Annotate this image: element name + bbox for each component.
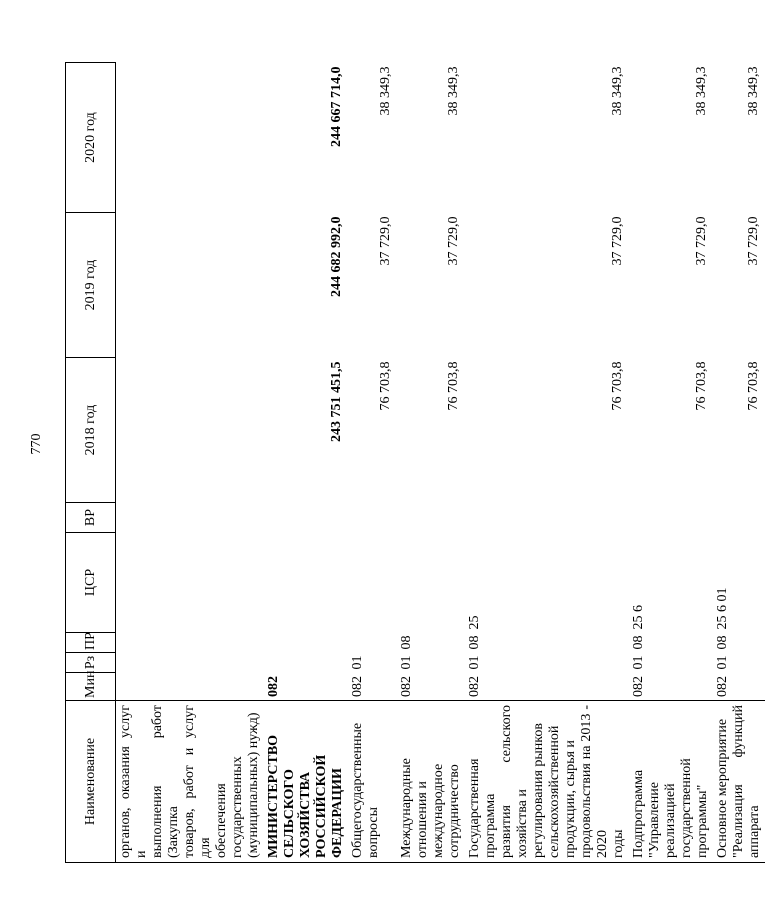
row-name-line: Международные отношения и: [399, 758, 430, 858]
cell-y2020: [116, 63, 265, 213]
row-name-cell: [264, 701, 348, 863]
cell-rz: 01: [631, 655, 646, 670]
cell-y2020: 244 667 714,0: [329, 66, 344, 147]
row-name-line: вопросы: [366, 807, 381, 858]
row-name-cell: [397, 701, 465, 863]
header-csr: ЦСР: [66, 533, 116, 633]
row-name-line: Государственная программа: [467, 758, 498, 858]
table-body: [116, 63, 765, 863]
row-name-line: продовольствия на 2013 - 2020: [579, 705, 610, 858]
cell-vr: [713, 503, 765, 533]
cell-csr: [397, 533, 465, 633]
cell-vr: [348, 503, 397, 533]
cell-vr: [465, 503, 629, 533]
cell-vr: [397, 503, 465, 533]
cell-y2019: 37 729,0: [746, 216, 761, 266]
cell-min: [116, 673, 265, 701]
cell-csr: [348, 533, 397, 633]
header-2020: 2020 год: [66, 63, 116, 213]
row-name-line: Основное мероприятие: [715, 718, 730, 858]
cell-y2019: 37 729,0: [446, 216, 461, 266]
row-name-line: "Реализация функций аппарата: [731, 705, 762, 858]
cell-y2018: 243 751 451,5: [329, 361, 344, 442]
table-header-row: [66, 63, 116, 863]
cell-y2019: 37 729,0: [378, 216, 393, 266]
row-name-line: сотрудничество: [447, 764, 462, 858]
cell-csr: [116, 533, 265, 633]
row-name-line: международное: [431, 763, 446, 858]
row-name-line: развития сельского хозяйства и: [499, 705, 530, 858]
row-name-line: регулирования рынков: [531, 723, 546, 858]
cell-min: 082: [631, 676, 646, 697]
cell-y2019: 244 682 992,0: [329, 216, 344, 297]
cell-y2018: 76 703,8: [694, 361, 709, 411]
row-name-line: сельскохозяйственной: [547, 725, 562, 858]
cell-csr: 25 6: [631, 605, 646, 630]
row-name-line: (муниципальных) нужд): [246, 712, 261, 858]
cell-y2018: 76 703,8: [378, 361, 393, 411]
cell-y2019: [116, 213, 265, 358]
cell-y2018: [116, 358, 265, 503]
row-name-line: Общегосударственные: [350, 722, 365, 858]
cell-pr: 08: [715, 635, 730, 650]
cell-min: 082: [399, 676, 414, 697]
cell-pr: [116, 633, 265, 653]
row-name-line: годы: [611, 829, 626, 858]
cell-y2019: 37 729,0: [610, 216, 625, 266]
cell-csr: [264, 533, 348, 633]
cell-min: 082: [350, 676, 365, 697]
header-2019: 2019 год: [66, 213, 116, 358]
cell-vr: [629, 503, 713, 533]
cell-y2018: 76 703,8: [610, 361, 625, 411]
cell-pr: [264, 633, 348, 653]
cell-y2020: 38 349,3: [446, 66, 461, 116]
cell-csr: 25: [467, 615, 482, 630]
row-name-line: реализацией государственной: [663, 758, 694, 858]
row-name-line: МИНИСТЕРСТВО: [266, 734, 281, 858]
cell-vr: [116, 503, 265, 533]
table-row: [465, 63, 629, 863]
cell-rz: [116, 653, 265, 673]
row-name-line: выполнения работ (Закупка: [150, 705, 181, 858]
page-number: 770: [29, 433, 44, 455]
header-vr: ВР: [66, 503, 116, 533]
cell-rz: 01: [715, 655, 730, 670]
cell-min: 082: [467, 676, 482, 697]
table-row: [629, 63, 713, 863]
table-row: [264, 63, 348, 863]
row-name-line: обеспечения государственных: [214, 756, 245, 858]
row-name-line: Подпрограмма "Управление: [631, 769, 662, 858]
cell-y2020: 38 349,3: [378, 66, 393, 116]
cell-rz: 01: [350, 655, 365, 670]
cell-pr: [348, 633, 397, 653]
row-name-cell: [629, 701, 713, 863]
cell-rz: 01: [399, 655, 414, 670]
cell-y2020: 38 349,3: [610, 66, 625, 116]
header-2018: 2018 год: [66, 358, 116, 503]
cell-min: 082: [715, 676, 730, 697]
cell-min: 082: [266, 676, 281, 697]
cell-y2019: 37 729,0: [694, 216, 709, 266]
budget-table: [65, 62, 765, 863]
cell-csr: 25 6 01: [715, 587, 730, 630]
cell-y2018: 76 703,8: [446, 361, 461, 411]
row-name-cell: [465, 701, 629, 863]
row-name-line: СЕЛЬСКОГО ХОЗЯЙСТВА: [282, 769, 313, 858]
cell-y2020: 38 349,3: [746, 66, 761, 116]
cell-y2020: 38 349,3: [694, 66, 709, 116]
row-name-line: товаров, работ и услуг для: [182, 705, 213, 858]
table-row: [397, 63, 465, 863]
cell-pr: 08: [467, 635, 482, 650]
header-min: Мин: [66, 673, 116, 701]
row-name-line: РОССИЙСКОЙ ФЕДЕРАЦИИ: [314, 754, 345, 858]
cell-pr: 08: [631, 635, 646, 650]
row-name-cell: [713, 701, 765, 863]
row-name-cell: [348, 701, 397, 863]
cell-rz: 01: [467, 655, 482, 670]
header-pr: ПР: [66, 633, 116, 653]
row-name-cell: [116, 701, 265, 863]
cell-y2018: 76 703,8: [746, 361, 761, 411]
budget-table-area: [65, 63, 762, 863]
table-row: [713, 63, 765, 863]
row-name-line: органов, оказания услуг и: [118, 705, 149, 858]
table-row: [348, 63, 397, 863]
header-name: Наименование: [66, 701, 116, 863]
row-name-line: программы": [695, 784, 710, 858]
header-rz: Рз: [66, 653, 116, 673]
table-row: [116, 63, 265, 863]
cell-vr: [264, 503, 348, 533]
row-name-line: продукции, сырья и: [563, 740, 578, 858]
cell-pr: 08: [399, 635, 414, 650]
cell-rz: [264, 653, 348, 673]
